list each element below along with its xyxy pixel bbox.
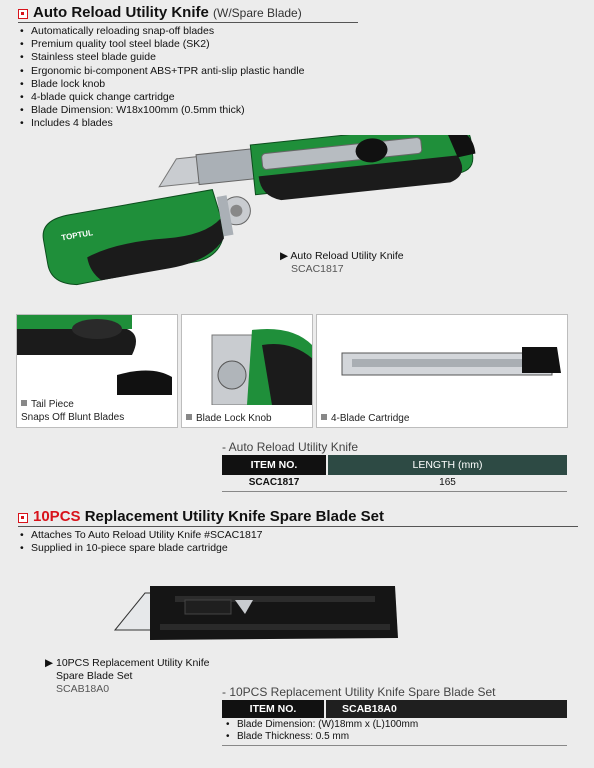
product-title: Auto Reload Utility Knife [33,4,209,21]
feature-item: • Ergonomic bi-component ABS+TPR anti-slip plastic handle [20,65,304,78]
panel-caption-line1: Tail Piece [31,399,74,410]
spec-item: • Blade Dimension: (W)18mm x (L)100mm [226,719,418,731]
caption-arrow-icon: ▶ [45,657,54,669]
panel-caption-line1: Blade Lock Knob [196,413,272,424]
panel-caption [186,413,272,426]
section-title [33,508,384,525]
feature-item: • Stainless steel blade guide [20,51,304,64]
feature-item: • Premium quality tool steel blade (SK2) [20,38,304,51]
feature-item: • Includes 4 blades [20,117,304,130]
spare-blade-product-image [105,578,405,648]
panel-caption-line2: Snaps Off Blunt Blades [21,411,125,423]
table-header-item-no: ITEM NO. [222,455,326,475]
feature-list [20,25,304,131]
bullet-square-icon [186,414,192,420]
detail-panel-tail-piece [16,314,178,428]
feature-item: • Supplied in 10-piece spare blade cartridge [20,542,263,555]
detail-panel-blade-lock [181,314,313,428]
panel-caption [21,399,124,424]
section-marker-icon [18,9,28,19]
feature-item: • Attaches To Auto Reload Utility Knife #SCAC1817 [20,529,263,542]
table-header-item-no: ITEM NO. [222,700,324,718]
table-title: - 10PCS Replacement Utility Knife Spare Blade Set [222,685,496,699]
table-cell-length: 165 [439,477,456,488]
svg-text:TOPTUL: TOPTUL [60,228,94,243]
spec-list [226,719,418,743]
table-cell-item: SCAC1817 [248,477,300,488]
section-title [33,4,302,21]
feature-item: • Blade Dimension: W18x100mm (0.5mm thick) [20,104,304,117]
table-header-length: LENGTH (mm) [328,455,567,475]
product-name-line2: Spare Blade Set [56,670,133,682]
panel-caption-line1: 4-Blade Cartridge [331,413,410,424]
spec-item: • Blade Thickness: 0.5 mm [226,731,418,743]
cartridge-image [317,315,568,405]
title-underline [18,22,358,23]
title-underline [18,526,578,527]
table-header-item-code: SCAB18A0 [326,700,567,718]
table-bottom-rule [222,745,567,746]
blade-lock-image [182,315,313,405]
product-name: Auto Reload Utility Knife [290,250,404,262]
product-name-line1: 10PCS Replacement Utility Knife [56,657,210,669]
product-caption [45,657,210,696]
feature-item: • Automatically reloading snap-off blades [20,25,304,38]
detail-panel-cartridge [316,314,568,428]
product-code: SCAB18A0 [56,683,110,695]
feature-item: • 4-blade quick change cartridge [20,91,304,104]
bullet-square-icon [321,414,327,420]
table-title: - Auto Reload Utility Knife [222,440,359,454]
caption-arrow-icon: ▶ [280,250,289,262]
product-subtitle: (W/Spare Blade) [213,6,302,20]
product-code: SCAC1817 [291,263,344,275]
knife-product-image [20,135,480,305]
section-marker-icon [18,513,28,523]
product-title: Replacement Utility Knife Spare Blade Set [84,508,384,525]
feature-item: • Blade lock knob [20,78,304,91]
tail-piece-image [17,315,178,395]
table-bottom-rule [222,491,567,492]
title-quantity: 10PCS [33,508,81,525]
panel-caption [321,413,409,426]
product-caption [280,250,404,276]
bullet-square-icon [21,400,27,406]
feature-list [20,529,263,555]
